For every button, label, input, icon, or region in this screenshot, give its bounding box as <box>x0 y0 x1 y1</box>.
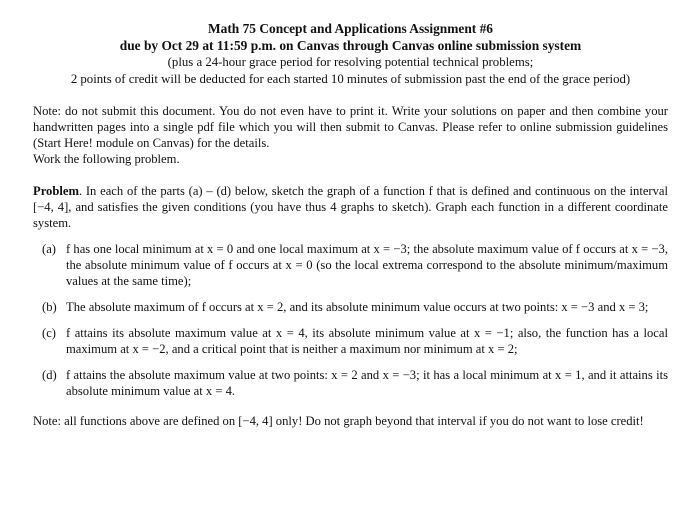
problem-statement <box>33 183 668 231</box>
part-text: f attains the absolute maximum value at two points: x = 2 and x = −3; it has a local minimum at x = 1, and it attains its absolute minimum value at x = 4. <box>66 368 668 398</box>
problem-part <box>42 241 668 289</box>
problem-parts-list <box>33 241 668 399</box>
part-label: (b) <box>42 300 57 314</box>
problem-text: . In each of the parts (a) – (d) below, sketch the graph of a function f that is defined and continuous on the interval [−4, 4], and satisfies the given conditions (you have thus 4 graphs to sketch). Graph each function in a different coordinate system. <box>33 184 668 230</box>
problem-label: Problem <box>33 184 79 198</box>
part-text: f attains its absolute maximum value at x = 4, its absolute minimum value at x = −1; also, the function has a local maximum at x = −2, and a critical point that is neither a maximum nor minimum at x = 2; <box>66 326 668 356</box>
part-label: (c) <box>42 326 56 340</box>
document-header <box>33 21 668 87</box>
submission-note: Note: do not submit this document. You do not even have to print it. Write your solutions on paper and then combine your handwritten pages into a single pdf file which you will then submit to Canvas. Please refer to online submission guidelines (Start Here! module on Canvas) for the details. <box>33 104 668 150</box>
work-instruction: Work the following problem. <box>33 152 180 166</box>
due-date-line: due by Oct 29 at 11:59 p.m. on Canvas through Canvas online submission system <box>119 37 582 53</box>
part-label: (a) <box>42 242 56 256</box>
part-label: (d) <box>42 368 57 382</box>
part-text: f has one local minimum at x = 0 and one local maximum at x = −3; the absolute maximum value of f occurs at x = −3, the absolute minimum value of f occurs at x = 0 (so the local extrema correspond to the absolute minimum/maximum values at the same time); <box>66 242 668 288</box>
penalty-line: 2 points of credit will be deducted for each started 10 minutes of submission past the end of the grace period) <box>70 71 631 86</box>
grace-period-line: (plus a 24-hour grace period for resolving potential technical problems; <box>167 55 534 69</box>
problem-part <box>42 367 668 399</box>
problem-part <box>42 325 668 357</box>
part-text: The absolute maximum of f occurs at x = 2, and its absolute minimum value occurs at two points: x = −3 and x = 3; <box>66 300 649 314</box>
assignment-title: Math 75 Concept and Applications Assignment #6 <box>208 21 493 36</box>
problem-part <box>42 299 668 315</box>
domain-note: Note: all functions above are defined on [−4, 4] only! Do not graph beyond that interval if you do not want to lose credit! <box>33 414 644 428</box>
